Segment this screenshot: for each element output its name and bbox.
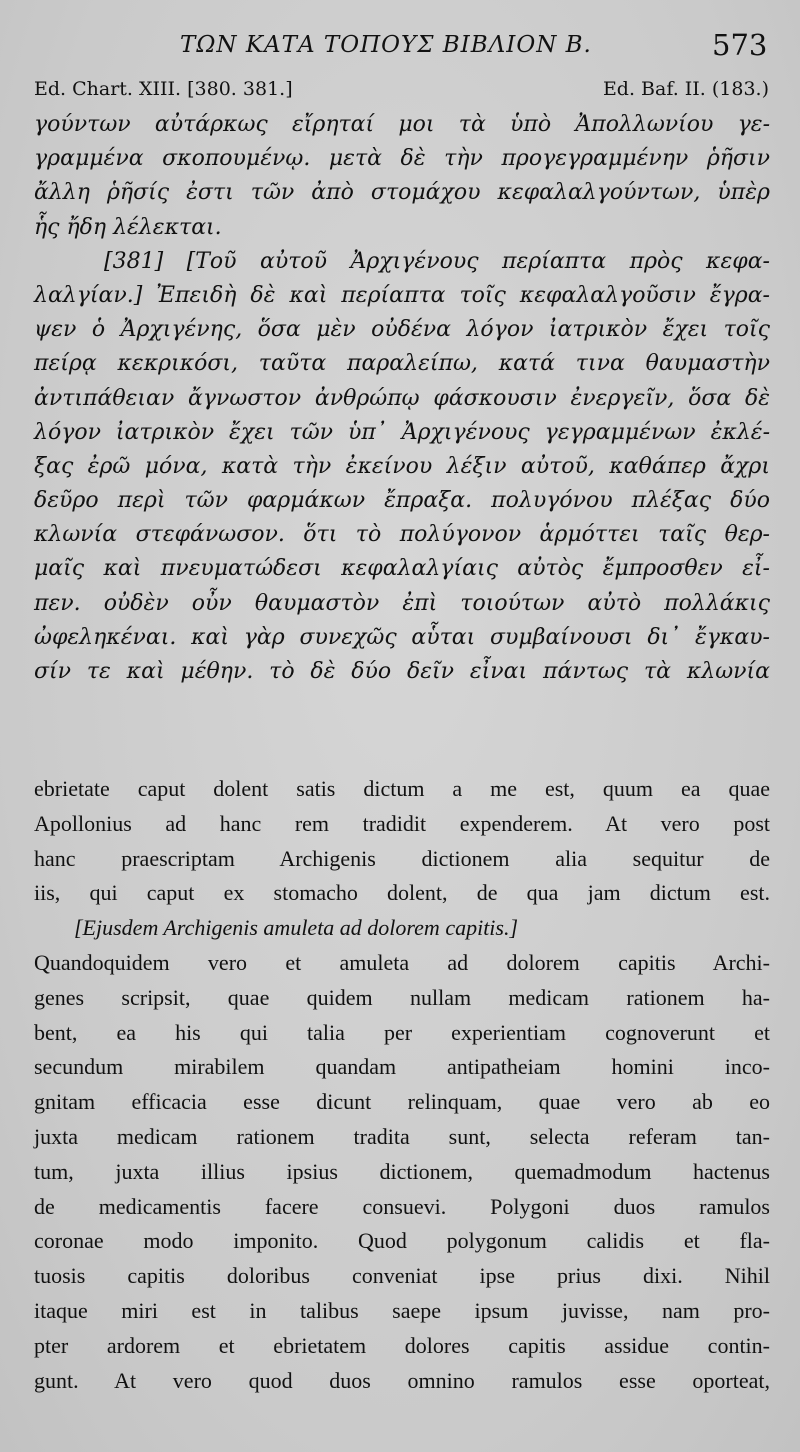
greek-line: ψεν ὁ Ἀρχιγένης, ὅσα μὲν οὐδένα λόγον ἰατρικὸν ἔχει τοῖς: [34, 317, 770, 343]
greek-line: σίν τε καὶ μέθην. τὸ δὲ δύο δεῖν εἶναι πάντως τὰ κλωνία: [34, 659, 770, 684]
greek-line: πεν. οὐδὲν οὖν θαυμαστὸν ἐπὶ τοιούτων αὐτὸ πολλάκις: [34, 590, 770, 616]
greek-section-heading-line: [381] [Τοῦ αὐτοῦ Ἀρχιγένους περίαπτα πρὸς κεφα-: [104, 248, 770, 274]
latin-line: bent, ea his qui talia per experientiam cognoverunt et: [34, 1019, 770, 1045]
latin-line: gunt. At vero quod duos omnino ramulos esse oporteat,: [34, 1367, 770, 1393]
greek-line: ξας ἐρῶ μόνα, κατὰ τὴν ἐκείνου λέξιν αὐτοῦ, καθάπερ ἄχρι: [34, 453, 770, 479]
greek-line: ὠφεληκέναι. καὶ γὰρ συνεχῶς αὗται συμβαίνουσι δι᾽ ἔγκαυ-: [34, 624, 770, 650]
page-number: 573: [712, 28, 768, 62]
latin-line: pter ardorem et ebrietatem dolores capitis assidue contin-: [34, 1332, 770, 1358]
latin-line: Quandoquidem vero et amuleta ad dolorem capitis Archi-: [34, 949, 770, 975]
running-head: [0, 28, 800, 68]
greek-line: λαλγίαν.] Ἐπειδὴ δὲ καὶ περίαπτα τοῖς κεφαλαλγοῦσιν ἔγρα-: [34, 282, 770, 308]
latin-text-block: [34, 772, 770, 1398]
greek-line: γούντων αὐτάρκως εἴρηταί μοι τὰ ὑπὸ Ἀπολλωνίου γε-: [34, 112, 770, 137]
latin-line: juxta medicam rationem tradita sunt, selecta referam tan-: [34, 1123, 770, 1149]
greek-line: μαῖς καὶ πνευματώδεσι κεφαλαλγίαις αὐτὸς ἔμπροσθεν εἶ-: [34, 556, 770, 582]
latin-line: secundum mirabilem quandam antipatheiam homini inco-: [34, 1054, 770, 1080]
latin-line: de medicamentis facere consuevi. Polygoni duos ramulos: [34, 1193, 770, 1219]
greek-line: λόγον ἰατρικὸν ἔχει τῶν ὑπ᾽ Ἀρχιγένους γεγραμμένων ἐκλέ-: [34, 419, 770, 445]
latin-line: tum, juxta illius ipsius dictionem, quemadmodum hactenus: [34, 1158, 770, 1184]
running-head-title: ΤΩΝ ΚΑΤΑ ΤΟΠΟΥΣ ΒΙΒΛΙΟΝ Β.: [180, 32, 592, 58]
edition-basel-reference: Ed. Baf. II. (183.): [602, 78, 769, 100]
greek-line: ἀντιπάθειαν ἄγνωστον ἀνθρώπῳ φάσκουσιν ἐνεργεῖν, ὅσα δὲ: [34, 385, 770, 411]
latin-line: gnitam efficacia esse dicunt relinquam, quae vero ab eo: [34, 1089, 770, 1115]
latin-line: itaque miri est in talibus saepe ipsum juvisse, nam pro-: [34, 1297, 770, 1323]
latin-section-heading: [Ejusdem Archigenis amuleta ad dolorem capitis.]: [74, 915, 519, 941]
greek-text-block: [34, 108, 770, 689]
latin-line: coronae modo imponito. Quod polygonum calidis et fla-: [34, 1228, 770, 1254]
latin-line: ebrietate caput dolent satis dictum a me est, quum ea quae: [34, 776, 770, 801]
greek-line: πείρᾳ κεκρικόσι, ταῦτα παραλείπω, κατά τινα θαυμαστὴν: [34, 351, 770, 377]
latin-line: hanc praescriptam Archigenis dictionem alia sequitur de: [34, 845, 770, 871]
greek-line: δεῦρο περὶ τῶν φαρμάκων ἔπραξα. πολυγόνου πλέξας δύο: [34, 488, 770, 514]
latin-line: genes scripsit, quae quidem nullam medicam rationem ha-: [34, 984, 770, 1010]
edition-chartier-reference: Ed. Chart. XIII. [380. 381.]: [34, 78, 293, 100]
greek-line: ἄλλη ῥῆσίς ἐστι τῶν ἀπὸ στομάχου κεφαλαλγούντων, ὑπὲρ: [34, 180, 770, 206]
edition-reference-line: [34, 78, 769, 106]
greek-line: κλωνία στεφάνωσον. ὅτι τὸ πολύγονον ἁρμόττει ταῖς θερ-: [34, 522, 770, 548]
greek-line: γραμμένα σκοπουμένῳ. μετὰ δὲ τὴν προγεγραμμένην ῥῆσιν: [34, 146, 770, 172]
latin-line: iis, qui caput ex stomacho dolent, de qua jam dictum est.: [34, 880, 770, 906]
latin-line: Apollonius ad hanc rem tradidit expenderem. At vero post: [34, 810, 770, 836]
latin-line: tuosis capitis doloribus conveniat ipse prius dixi. Nihil: [34, 1263, 770, 1289]
greek-line: ἧς ἤδη λέλεκται.: [34, 214, 222, 240]
